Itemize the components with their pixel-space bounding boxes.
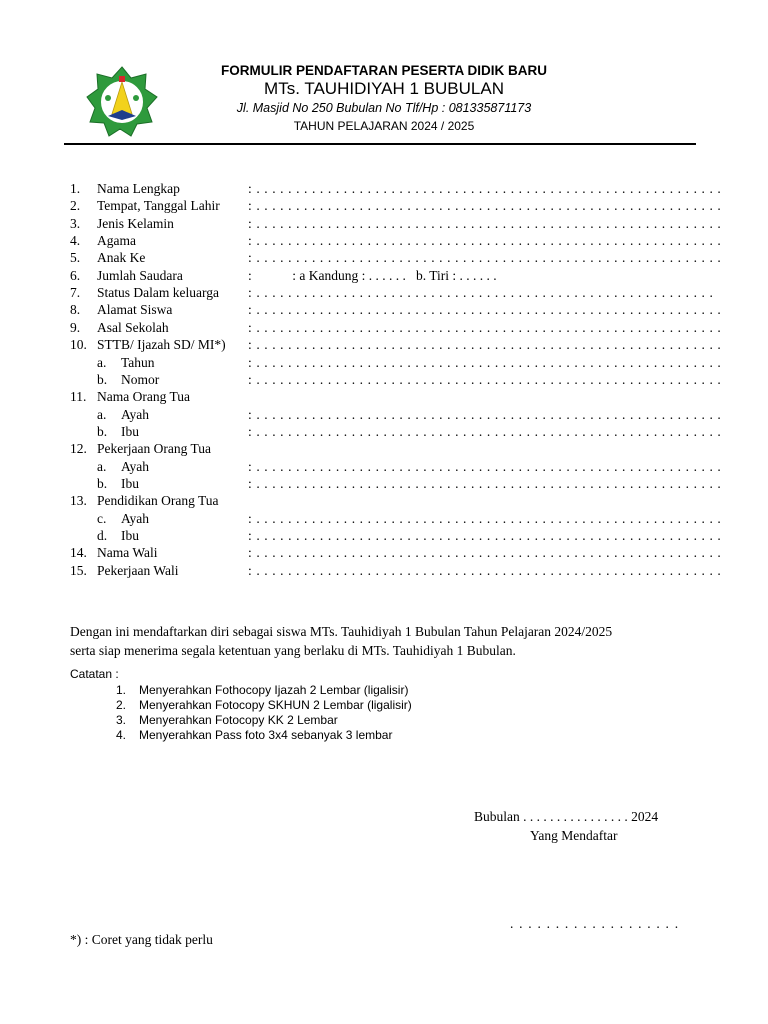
field-number: 6. bbox=[70, 267, 81, 283]
subfield-letter: b. bbox=[97, 475, 108, 491]
field-label: Jumlah Saudara bbox=[97, 267, 183, 283]
form-row bbox=[0, 354, 768, 371]
fill-in-line[interactable]: : . . . . . . . . . . . . . . . . . . . . . . . . . . . . . . . . . . . . . . . . . . . . . . . . . . . . . . . . . . . bbox=[248, 406, 722, 422]
field-number: 15. bbox=[70, 562, 87, 578]
school-logo bbox=[84, 66, 160, 138]
subfield-letter: b. bbox=[97, 423, 108, 439]
fill-in-line[interactable]: : . . . . . . . . . . . . . . . . . . . . . . . . . . . . . . . . . . . . . . . . . . . . . . . . . . . . . . . . . . . bbox=[248, 302, 722, 318]
note-text: Menyerahkan Fotocopy SKHUN 2 Lembar (ligalisir) bbox=[139, 698, 412, 712]
form-row bbox=[0, 301, 768, 318]
declaration-line-1: Dengan ini mendaftarkan diri sebagai siswa MTs. Tauhidiyah 1 Bubulan Tahun Pelajaran 2024/2025 bbox=[70, 624, 613, 639]
field-label: Tempat, Tanggal Lahir bbox=[97, 198, 220, 214]
field-label: Jenis Kelamin bbox=[97, 215, 174, 231]
form-row bbox=[0, 284, 768, 301]
note-text: Menyerahkan Fotocopy KK 2 Lembar bbox=[139, 713, 338, 727]
field-label: Alamat Siswa bbox=[97, 302, 173, 318]
note-number: 3. bbox=[116, 713, 127, 727]
subfield-label: Tahun bbox=[121, 354, 155, 370]
subfield-letter: d. bbox=[97, 528, 108, 543]
fill-in-line[interactable]: : . . . . . . . . . . . . . . . . . . . . . . . . . . . . . . . . . . . . . . . . . . . . . . . . . . . . . . . . . . . bbox=[248, 528, 722, 543]
form-row bbox=[0, 527, 768, 544]
subfield-label: Ibu bbox=[121, 475, 139, 491]
subfield-letter: a. bbox=[97, 406, 107, 422]
field-label: STTB/ Ijazah SD/ MI*) bbox=[97, 337, 226, 353]
fill-in-line[interactable]: : . . . . . . . . . . . . . . . . . . . . . . . . . . . . . . . . . . . . . . . . . . . . . . . . . . . . . . . . . . bbox=[248, 285, 714, 301]
subfield-letter: a. bbox=[97, 354, 107, 370]
field-label: Nama Wali bbox=[97, 545, 158, 561]
field-number: 11. bbox=[70, 389, 87, 405]
field-number: 14. bbox=[70, 545, 87, 561]
subfield-letter: a. bbox=[97, 458, 107, 474]
form-row bbox=[0, 406, 768, 423]
fill-in-line[interactable]: : . . . . . . . . . . . . . . . . . . . . . . . . . . . . . . . . . . . . . . . . . . . . . . . . . . . . . . . . . . . bbox=[248, 198, 722, 214]
field-label: Status Dalam keluarga bbox=[97, 285, 219, 301]
field-label: Nama Orang Tua bbox=[97, 389, 190, 405]
field-number: 1. bbox=[70, 181, 81, 196]
field-number: 5. bbox=[70, 250, 81, 266]
subfield-letter: c. bbox=[97, 510, 107, 526]
form-row bbox=[0, 232, 768, 249]
subfield-label: Ibu bbox=[121, 423, 139, 439]
fill-in-line[interactable]: : . . . . . . . . . . . . . . . . . . . . . . . . . . . . . . . . . . . . . . . . . . . . . . . . . . . . . . . . . . . bbox=[248, 545, 722, 561]
subfield-label: Ayah bbox=[121, 510, 150, 526]
field-number: 13. bbox=[70, 493, 87, 509]
form-row bbox=[0, 562, 768, 579]
field-number: 4. bbox=[70, 233, 81, 249]
notes-title: Catatan : bbox=[70, 667, 119, 681]
note-text: Menyerahkan Fothocopy Ijazah 2 Lembar (ligalisir) bbox=[139, 683, 409, 697]
subfield-letter: b. bbox=[97, 371, 108, 387]
form-row bbox=[0, 336, 768, 353]
note-number: 4. bbox=[116, 728, 127, 742]
fill-in-line[interactable]: : . . . . . . . . . . . . . . . . . . . . . . . . . . . . . . . . . . . . . . . . . . . . . . . . . . . . . . . . . . . bbox=[248, 319, 722, 335]
fill-in-line[interactable]: : . . . . . . . . . . . . . . . . . . . . . . . . . . . . . . . . . . . . . . . . . . . . . . . . . . . . . . . . . . . bbox=[248, 354, 722, 370]
form-row bbox=[0, 492, 768, 509]
form-row bbox=[0, 371, 768, 388]
field-number: 8. bbox=[70, 302, 81, 318]
subfield-label: Ayah bbox=[121, 458, 150, 474]
form-row bbox=[0, 423, 768, 440]
school-address: Jl. Masjid No 250 Bubulan No Tlf/Hp : 081335871173 bbox=[236, 101, 532, 115]
fill-in-line[interactable]: : . . . . . . . . . . . . . . . . . . . . . . . . . . . . . . . . . . . . . . . . . . . . . . . . . . . . . . . . . . . bbox=[248, 458, 722, 474]
field-label: Asal Sekolah bbox=[97, 319, 169, 335]
subfield-label: Ayah bbox=[121, 406, 150, 422]
field-number: 2. bbox=[70, 198, 81, 214]
school-name: MTs. TAUHIDIYAH 1 BUBULAN bbox=[264, 79, 504, 98]
form-row bbox=[0, 475, 768, 492]
fill-in-line[interactable]: : . . . . . . . . . . . . . . . . . . . . . . . . . . . . . . . . . . . . . . . . . . . . . . . . . . . . . . . . . . . bbox=[248, 250, 722, 266]
field-number: 7. bbox=[70, 285, 81, 301]
field-label: Pendidikan Orang Tua bbox=[97, 493, 219, 509]
place-date: Bubulan . . . . . . . . . . . . . . . . 2024 bbox=[474, 809, 659, 824]
form-row bbox=[0, 215, 768, 232]
academic-year: TAHUN PELAJARAN 2024 / 2025 bbox=[293, 119, 475, 133]
declaration-line-2: serta siap menerima segala ketentuan yang berlaku di MTs. Tauhidiyah 1 Bubulan. bbox=[70, 643, 516, 658]
field-label: Agama bbox=[97, 233, 136, 249]
fill-in-line[interactable]: : . . . . . . . . . . . . . . . . . . . . . . . . . . . . . . . . . . . . . . . . . . . . . . . . . . . . . . . . . . . bbox=[248, 215, 722, 231]
fill-in-line[interactable]: : . . . . . . . . . . . . . . . . . . . . . . . . . . . . . . . . . . . . . . . . . . . . . . . . . . . . . . . . . . . bbox=[248, 233, 722, 249]
field-label: Anak Ke bbox=[97, 250, 146, 266]
fill-in-line[interactable]: : . . . . . . . . . . . . . . . . . . . . . . . . . . . . . . . . . . . . . . . . . . . . . . . . . . . . . . . . . . . bbox=[248, 423, 722, 439]
fill-in-line[interactable]: : . . . . . . . . . . . . . . . . . . . . . . . . . . . . . . . . . . . . . . . . . . . . . . . . . . . . . . . . . . . bbox=[248, 181, 722, 196]
form-row bbox=[0, 267, 768, 284]
subfield-label: Ibu bbox=[121, 528, 139, 543]
form-row bbox=[0, 544, 768, 561]
form-row bbox=[0, 249, 768, 266]
field-number: 3. bbox=[70, 215, 81, 231]
fill-in-line[interactable]: : . . . . . . . . . . . . . . . . . . . . . . . . . . . . . . . . . . . . . . . . . . . . . . . . . . . . . . . . . . . bbox=[248, 371, 722, 387]
form-row bbox=[0, 197, 768, 214]
subfield-label: Nomor bbox=[121, 371, 160, 387]
field-number: 9. bbox=[70, 319, 81, 335]
note-text: Menyerahkan Pass foto 3x4 sebanyak 3 lembar bbox=[139, 728, 393, 742]
signature-line: . . . . . . . . . . . . . . . . . . . bbox=[510, 916, 680, 931]
form-row bbox=[0, 180, 768, 197]
footnote: *) : Coret yang tidak perlu bbox=[70, 932, 213, 947]
note-number: 2. bbox=[116, 698, 127, 712]
fill-in-line[interactable]: : . . . . . . . . . . . . . . . . . . . . . . . . . . . . . . . . . . . . . . . . . . . . . . . . . . . . . . . . . . . bbox=[248, 510, 722, 526]
form-row bbox=[0, 510, 768, 527]
fill-in-line[interactable]: : . . . . . . . . . . . . . . . . . . . . . . . . . . . . . . . . . . . . . . . . . . . . . . . . . . . . . . . . . . . bbox=[248, 337, 722, 353]
form-row bbox=[0, 388, 768, 405]
field-label: Pekerjaan Orang Tua bbox=[97, 441, 211, 457]
field-label: Nama Lengkap bbox=[97, 181, 180, 196]
form-title: FORMULIR PENDAFTARAN PESERTA DIDIK BARU bbox=[221, 63, 547, 78]
field-number: 10. bbox=[70, 337, 87, 353]
form-row bbox=[0, 458, 768, 475]
form-row bbox=[0, 319, 768, 336]
field-label: Pekerjaan Wali bbox=[97, 562, 179, 578]
signer-label: Yang Mendaftar bbox=[530, 828, 618, 843]
declaration-text bbox=[70, 622, 710, 660]
fill-in-line[interactable]: : . . . . . . . . . . . . . . . . . . . . . . . . . . . . . . . . . . . . . . . . . . . . . . . . . . . . . . . . . . . bbox=[248, 562, 722, 578]
header-divider bbox=[64, 143, 696, 145]
form-row bbox=[0, 440, 768, 457]
field-number: 12. bbox=[70, 441, 87, 457]
note-number: 1. bbox=[116, 683, 127, 697]
fill-in-line[interactable]: : . . . . . . . . . . . . . . . . . . . . . . . . . . . . . . . . . . . . . . . . . . . . . . . . . . . . . . . . . . . bbox=[248, 475, 722, 491]
fill-in-line[interactable]: : : a Kandung : . . . . . . b. Tiri : . . . . . . bbox=[248, 267, 497, 283]
